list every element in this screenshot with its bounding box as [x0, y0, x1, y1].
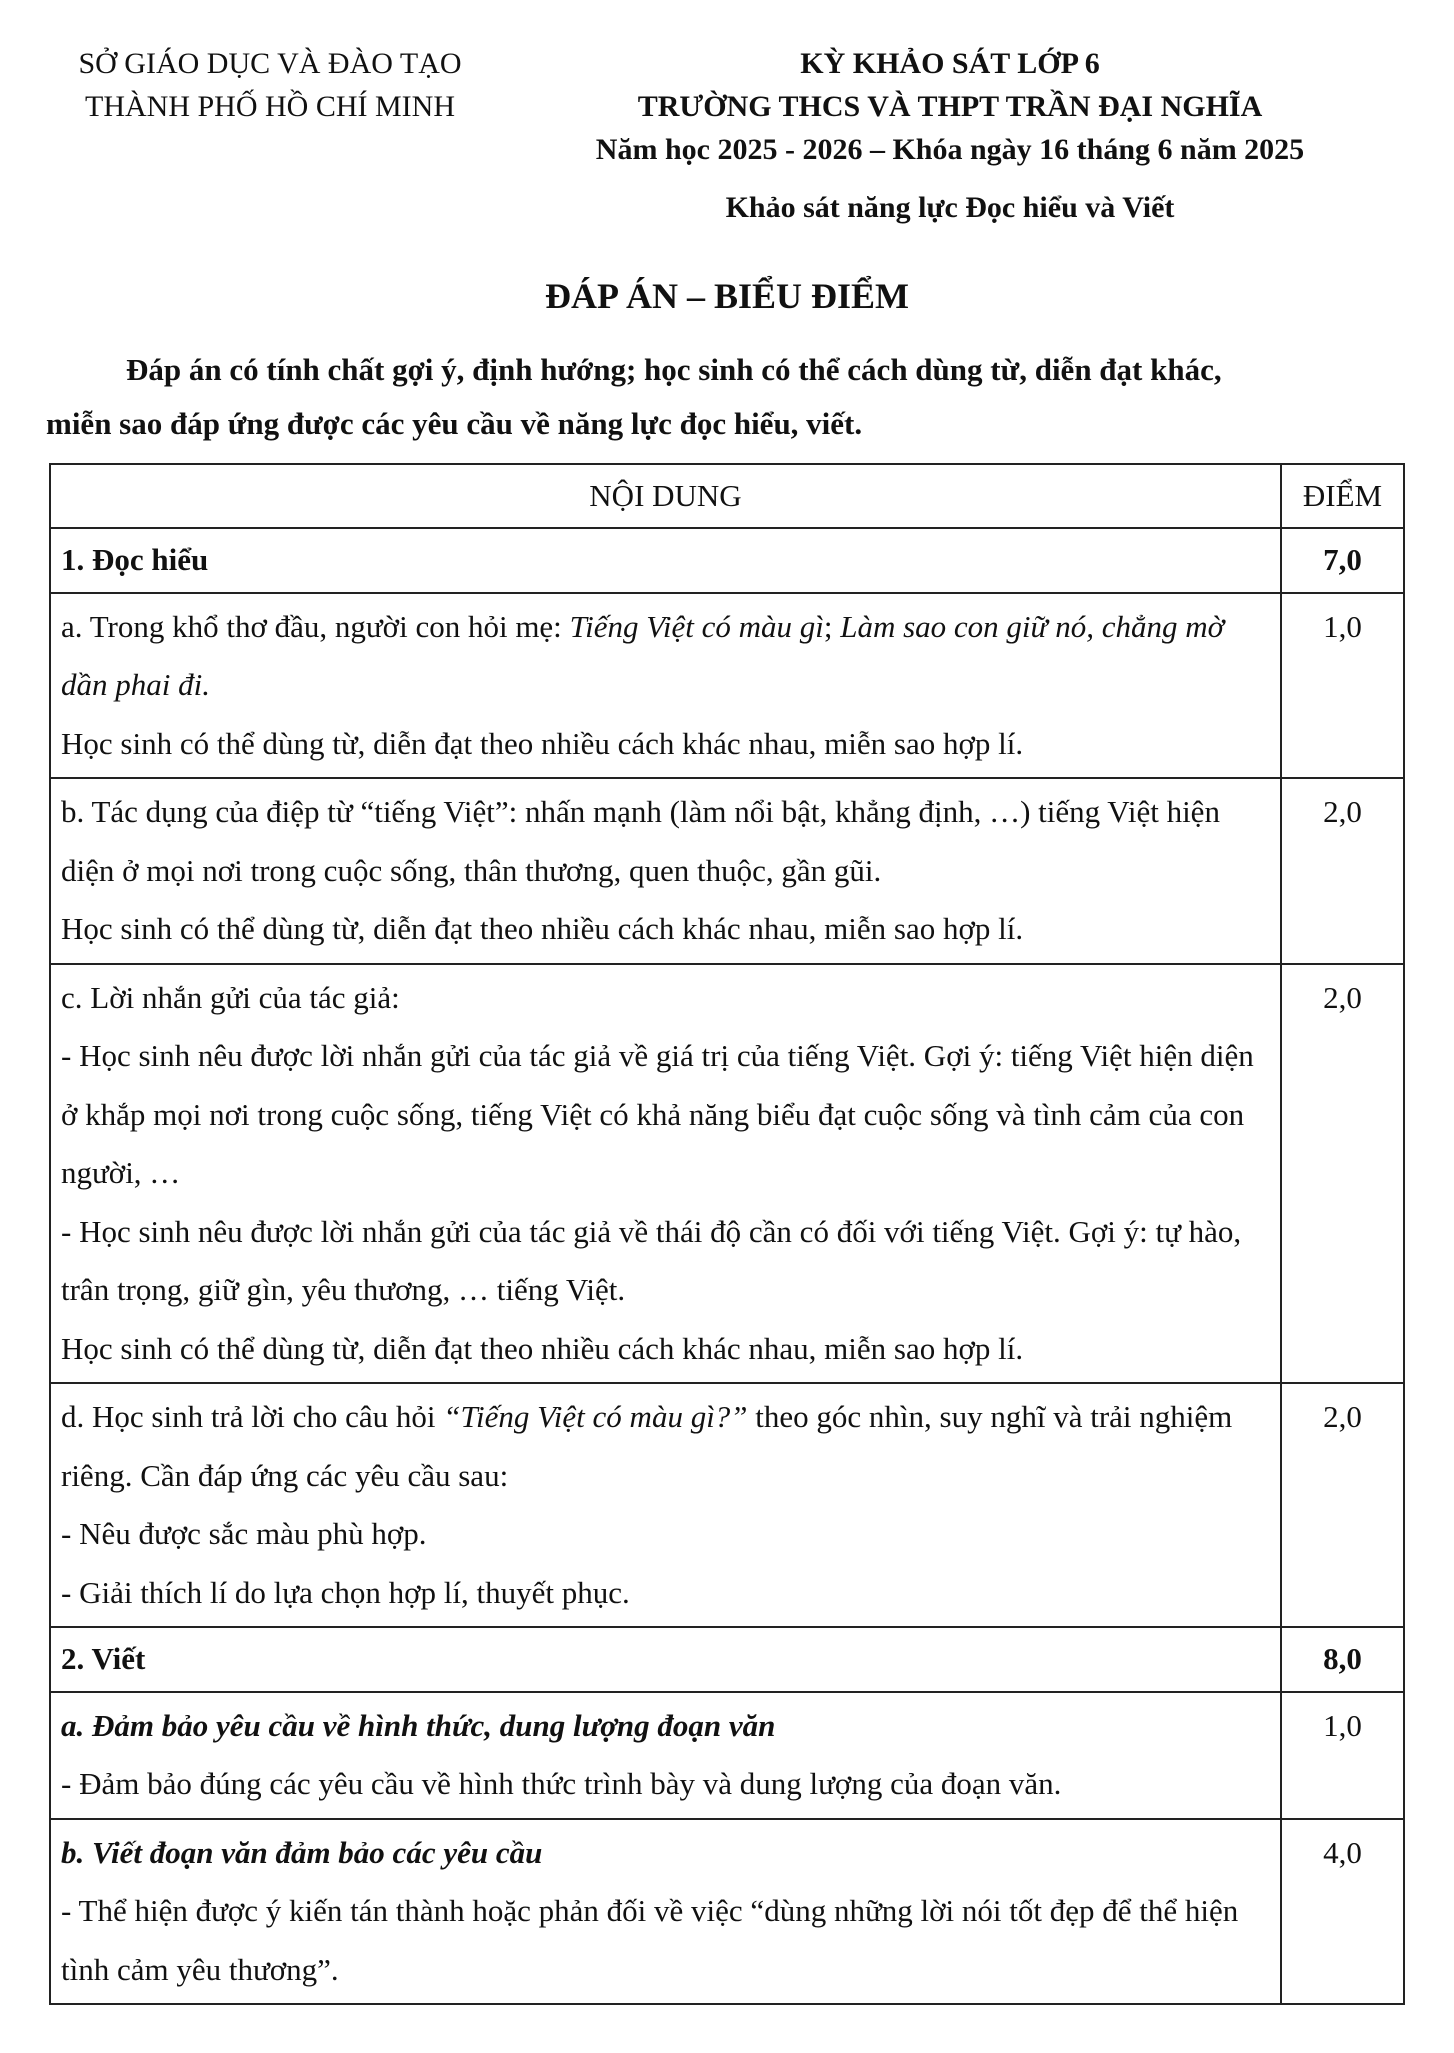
table-header-row [50, 464, 1404, 528]
answer-d-requirement-2: - Giải thích lí do lựa chọn hợp lí, thuyết phục. [61, 1574, 630, 1610]
writing-a-text: - Đảm bảo đúng các yêu cầu về hình thức trình bày và dung lượng của đoạn văn. [61, 1766, 1062, 1801]
table-row [50, 1819, 1404, 2005]
section-row-writing [50, 1627, 1404, 1692]
intro-line-2: miễn sao đáp ứng được các yêu cầu về năng lực đọc hiểu, viết. [46, 406, 863, 441]
department-line-1: SỞ GIÁO DỤC VÀ ĐÀO TẠO [78, 47, 462, 80]
answer-d-score: 2,0 [1281, 1383, 1404, 1627]
answer-b-score: 2,0 [1281, 778, 1404, 964]
answer-b-text: b. Tác dụng của điệp từ “tiếng Việt”: nhấn mạnh (làm nổi bật, khẳng định, …) tiếng Việt hiện diện ở mọi nơi trong cuộc sống, thân thương, quen thuộc, gần gũi. [61, 794, 1220, 888]
answer-a-quote-1: Tiếng Việt có màu gì [569, 608, 824, 644]
exam-name: KỲ KHẢO SÁT LỚP 6 [800, 47, 1100, 80]
table-row [50, 964, 1404, 1384]
answer-d-prefix: d. Học sinh trả lời cho câu hỏi [61, 1399, 444, 1434]
school-name: TRƯỜNG THCS VÀ THPT TRẦN ĐẠI NGHĨA [637, 90, 1263, 123]
column-header-score: ĐIỂM [1281, 464, 1404, 528]
writing-a [50, 1692, 1281, 1819]
answer-c [50, 964, 1281, 1384]
answer-c-title: c. Lời nhắn gửi của tác giả: [61, 979, 400, 1015]
page-title: ĐÁP ÁN – BIỂU ĐIỂM [544, 276, 910, 316]
answer-d [50, 1383, 1281, 1627]
table-row [50, 1383, 1404, 1627]
answer-a-note: Học sinh có thể dùng từ, diễn đạt theo nhiều cách khác nhau, miễn sao hợp lí. [61, 725, 1024, 761]
answer-c-score: 2,0 [1281, 964, 1404, 1384]
answer-a-score: 1,0 [1281, 593, 1404, 779]
answer-c-point-2: - Học sinh nêu được lời nhắn gửi của tác giả về thái độ cần có đối với tiếng Việt. Gợi ý: tự hào, trân trọng, giữ gìn, yêu thương, … tiếng Việt. [61, 1213, 1242, 1307]
answer-a-quote-2: Làm sao con giữ nó, chẳng mờ dần phai đi [61, 608, 1225, 702]
writing-b [50, 1819, 1281, 2005]
answer-c-point-1: - Học sinh nêu được lời nhắn gửi của tác giả về giá trị của tiếng Việt. Gợi ý: tiếng Việt hiện diện ở khắp mọi nơi trong cuộc sống, tiếng Việt có khả năng biểu đạt cuộc sống và tình cảm của con người, … [61, 1038, 1254, 1190]
answer-a-prefix: a. Trong khổ thơ đầu, người con hỏi mẹ: [61, 608, 570, 644]
exam-subject: Khảo sát năng lực Đọc hiểu và Viết [725, 191, 1175, 224]
table-row [50, 778, 1404, 964]
answer-b [50, 778, 1281, 964]
answer-d-requirement-1: - Nêu được sắc màu phù hợp. [61, 1516, 427, 1551]
section-label: 2. Viết [50, 1627, 1281, 1692]
writing-b-text: - Thể hiện được ý kiến tán thành hoặc phản đối về việc “dùng những lời nói tốt đẹp để thể hiện tình cảm yêu thương”. [61, 1893, 1239, 1987]
intro-paragraph [46, 343, 1416, 451]
answer-b-note: Học sinh có thể dùng từ, diễn đạt theo nhiều cách khác nhau, miễn sao hợp lí. [61, 911, 1024, 946]
writing-a-score: 1,0 [1281, 1692, 1404, 1819]
writing-b-score: 4,0 [1281, 1819, 1404, 2005]
section-score: 8,0 [1281, 1627, 1404, 1692]
writing-a-title: a. Đảm bảo yêu cầu về hình thức, dung lượng đoạn văn [61, 1707, 776, 1743]
answer-d-suffix: theo góc nhìn, suy nghĩ và trải nghiệm riêng. Cần đáp ứng các yêu cầu sau: [61, 1399, 1233, 1493]
answer-a-separator: ; [823, 608, 841, 644]
section-row-reading [50, 528, 1404, 593]
answer-c-note: Học sinh có thể dùng từ, diễn đạt theo nhiều cách khác nhau, miễn sao hợp lí. [61, 1330, 1024, 1366]
section-score: 7,0 [1281, 528, 1404, 593]
answer-d-quote: “Tiếng Việt có màu gì?” [443, 1399, 748, 1434]
department-line-2: THÀNH PHỐ HỒ CHÍ MINH [85, 90, 455, 123]
column-header-content: NỘI DUNG [50, 464, 1281, 528]
answer-table [49, 463, 1405, 2005]
table-row [50, 1692, 1404, 1819]
answer-a-end: . [202, 667, 210, 702]
writing-b-title: b. Viết đoạn văn đảm bảo các yêu cầu [61, 1834, 543, 1870]
section-label: 1. Đọc hiểu [50, 528, 1281, 593]
department-header [40, 42, 500, 128]
exam-header [500, 42, 1400, 229]
table-row [50, 593, 1404, 779]
intro-line-1: Đáp án có tính chất gợi ý, định hướng; học sinh có thể cách dùng từ, diễn đạt khác, [126, 352, 1222, 387]
answer-a [50, 593, 1281, 779]
exam-date: Năm học 2025 - 2026 – Khóa ngày 16 tháng 6 năm 2025 [595, 133, 1305, 166]
